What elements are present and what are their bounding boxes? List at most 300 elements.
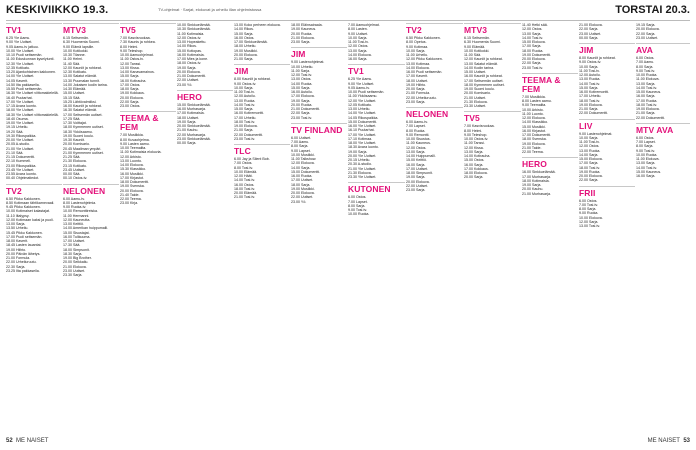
program-entry: 10.00 Sarja. bbox=[234, 85, 254, 90]
program-entry: 18.30 Yle Uutiset viittomakielellä. bbox=[6, 112, 59, 117]
program-entry: 14.00 Elokuva. bbox=[406, 65, 430, 70]
program-entry: 6.25 Yle Aamu. bbox=[6, 36, 31, 40]
program-entry: 6.00 Aamu-tv. bbox=[63, 196, 85, 201]
program-entry: 15.00 Ostos. bbox=[464, 158, 485, 163]
program-entry: 10.00 Ostos-tv. bbox=[464, 137, 489, 141]
channel-name: AVA bbox=[636, 45, 653, 55]
channel-header bbox=[464, 111, 521, 123]
channel-block bbox=[579, 186, 635, 229]
program-entry: 7.00 Tosi-tv. bbox=[579, 202, 599, 207]
program-entry: 13.00 Hopeakettu. bbox=[177, 40, 207, 44]
channel-name: TV1 bbox=[6, 25, 22, 35]
program-entry: 10.00 Sarja. bbox=[348, 35, 368, 40]
program-entry: 16.00 Kotirauha. bbox=[120, 78, 147, 83]
program-entry: 19.20 Sää. bbox=[6, 129, 24, 134]
program-entry: 15.45 Pikku Kakkonen. bbox=[6, 230, 43, 235]
program-entry: 12.00 Tosi-tv. bbox=[291, 73, 313, 77]
program-entry: 22.00 Sarja. bbox=[579, 27, 599, 32]
program-entry: 14.00 Tosi-tv. bbox=[522, 35, 544, 40]
program-entry: 12.00 Ostos. bbox=[579, 144, 600, 149]
program-entry: 11.00 Kauneus. bbox=[406, 141, 431, 146]
program-entry: 14.00 Kanavamainos. bbox=[120, 70, 155, 74]
program-entry: 17.00 Kaverit. bbox=[406, 74, 429, 79]
program-entry: 13.00 Tosi-tv. bbox=[579, 224, 601, 228]
program-entry: 12.00 Tanssi. bbox=[120, 61, 142, 66]
program-entry: 8.00 Lastenohjelmia. bbox=[63, 200, 97, 205]
program-entry: 23.30 Yle Uutiset. bbox=[348, 175, 377, 179]
program-entry: 20.00 Ruoka. bbox=[291, 31, 313, 36]
program-entry: 15.00 Sinkkuelämää. bbox=[177, 102, 211, 107]
program-entry: 17.00 Kokkaus. bbox=[464, 166, 489, 171]
program-entry: 16.30 Yle Uutiset viittomakielellä. bbox=[6, 91, 59, 96]
program-entry: 11.00 Eduskunnan kyselytunti. bbox=[6, 57, 55, 62]
program-entry: 19.00 Svenska. bbox=[120, 184, 145, 189]
program-entry: 10.00 Ruoka. bbox=[348, 212, 370, 217]
program-entry: 13.30 Puumalan tunnit. bbox=[63, 78, 100, 83]
program-entry: 22.00 Urheiluruutu. bbox=[406, 95, 437, 100]
program-entry: 14.05 Rikospaikka. bbox=[348, 115, 379, 120]
program-entry: 19.00 Ruoka. bbox=[579, 169, 601, 174]
program-entry: 23.45 Yle Uutiset. bbox=[6, 167, 35, 172]
program-entry: 22.00 Sarja. bbox=[120, 99, 140, 104]
program-entry: 21.10 Sää. bbox=[6, 150, 24, 155]
program-entry: 10.00 Sarja. bbox=[406, 48, 426, 53]
program-entry: 14.00 Klassikko. bbox=[522, 120, 549, 125]
program-entry: 22.00 Sarja. bbox=[522, 61, 542, 66]
page-number-left: 52 bbox=[6, 438, 13, 444]
program-entry: 10.00 Yle Uutiset. bbox=[6, 48, 35, 53]
program-entry: 21.00 Taide. bbox=[522, 145, 542, 150]
program-entry: 14.00 Huippumalli. bbox=[406, 154, 436, 158]
program-entry: 12.00 Kotimaan kaksi ja puoli. bbox=[6, 217, 54, 222]
program-entry: 7.00 Aamu. bbox=[291, 140, 310, 144]
program-entry: 17.00 Kotimaisia. bbox=[177, 111, 205, 116]
program-entry: 11.00 Helmi. bbox=[63, 57, 83, 62]
program-entry: 8.00 Lasten aamu. bbox=[522, 99, 552, 103]
program-entry: 15.15 Sää. bbox=[63, 95, 81, 100]
program-entry: 11.00 Talkshow. bbox=[291, 157, 317, 161]
program-entry: 21.15 Dokumentti. bbox=[6, 155, 36, 159]
program-entry: 6.00 Uutiset. bbox=[291, 135, 312, 140]
program-entry: 12.00 Ostos. bbox=[348, 44, 369, 49]
program-entry: 9.00 Lasten aamu. bbox=[120, 141, 150, 146]
program-entry: 6.30 Huomenta Suomi. bbox=[63, 40, 100, 45]
program-entry: 7.00 Kasvisruokaa. bbox=[120, 36, 151, 40]
program-entry: 21.00 Formula. bbox=[406, 91, 431, 96]
program-entry: 13.00 Sarja. bbox=[522, 31, 542, 36]
page-title-right: TORSTAI 20.3. bbox=[615, 4, 690, 16]
program-entry: 19.00 Elokuva. bbox=[579, 102, 603, 107]
program-entry: 8.00 Sarja. bbox=[636, 144, 654, 149]
program-entry: 19.15 Sarja. bbox=[636, 23, 656, 27]
program-entry: 15.00 Uutiset. bbox=[464, 70, 487, 74]
program-entry: 18.00 Sarja. bbox=[120, 87, 140, 91]
program-entry: 14.50 Ilta pakkasella. bbox=[6, 82, 40, 87]
program-entry: 15.00 Kauneus. bbox=[636, 169, 662, 174]
program-entry: 11.00 Kotimaisia elokuvia. bbox=[120, 150, 162, 155]
program-entry: 12.00 Elokuva. bbox=[291, 161, 315, 166]
channel-header bbox=[406, 107, 463, 119]
program-entry: 18.00 Tosi-tv. bbox=[636, 102, 658, 107]
program-entry: 18.00 Dokumentti. bbox=[120, 180, 150, 184]
program-entry: 9.00 Uutiset. bbox=[348, 31, 369, 36]
program-entry: 10.00 Kotikokki. bbox=[63, 48, 89, 53]
listing-column-2 bbox=[63, 23, 119, 435]
program-entry: 13.20 Ajankohtainen kakkonen. bbox=[6, 70, 56, 74]
channel-header bbox=[348, 182, 405, 194]
program-entry: 18.00 Kaverit. bbox=[6, 239, 29, 243]
program-entry: 9.05 Aamu-tv. bbox=[348, 85, 370, 90]
page-subtitle: TV-ohjelmat · Sarjat, elokuvat ja urheilu illan ohjelmistossa bbox=[158, 7, 262, 12]
program-entry: 20.00 Seikkailu. bbox=[63, 260, 89, 265]
program-entry: 10.00 Remonttireiska. bbox=[63, 209, 98, 214]
program-entry: 12.00 Autoilu. bbox=[579, 73, 601, 77]
program-entry: 11.00 Tosi-tv. bbox=[348, 40, 369, 44]
program-entry: 20.00 Elokuva. bbox=[406, 179, 430, 184]
program-entry: 19.00 Sarja. bbox=[291, 98, 311, 103]
program-entry: 18.00 Tosi-tv. bbox=[579, 98, 601, 103]
channel-name: TEEMA & FEM bbox=[522, 74, 561, 94]
program-entry: 13.00 Ruoka. bbox=[579, 77, 601, 82]
program-entry: 13.00 Ruoka. bbox=[579, 148, 601, 153]
page-title-left: KESKIVIIKKO 19.3. bbox=[6, 4, 109, 16]
program-entry: 11.00 Tosi-tv. bbox=[579, 68, 600, 73]
program-entry: 22.00 Uutiset. bbox=[291, 195, 314, 200]
channel-header bbox=[522, 73, 578, 94]
program-entry: 8.00 Sarja. bbox=[579, 207, 597, 211]
program-entry: 19.00 Suomi koulu. bbox=[464, 87, 495, 91]
listing-column-5 bbox=[234, 23, 290, 435]
program-entry: 21.00 Dokumentti. bbox=[291, 107, 321, 111]
program-entry: 13.00 Keittiö. bbox=[63, 222, 84, 226]
program-entry: 8.00 Kuvaohjelma. bbox=[120, 137, 150, 142]
program-entry: 21.00 Sarja. bbox=[234, 128, 254, 133]
footer-left bbox=[6, 438, 48, 444]
channel-header bbox=[120, 23, 176, 35]
program-entry: 15.25 Lähtövalmiiksi. bbox=[63, 99, 97, 104]
program-entry: 17.00 Ruoka. bbox=[636, 98, 658, 103]
channel-name: MTV AVA bbox=[636, 124, 674, 135]
program-entry: 23.00 Tosi-tv. bbox=[291, 115, 313, 120]
program-entry: 19.00 Kauneus. bbox=[291, 27, 317, 32]
program-entry: 8.00 Ruoka. bbox=[406, 128, 426, 133]
program-entry: 15.00 Sarja. bbox=[234, 31, 254, 36]
channel-header bbox=[406, 23, 463, 35]
program-entry: 17.00 Seitsemän uutiset. bbox=[464, 78, 504, 83]
program-entry: 6.15 Seitsemän. bbox=[63, 36, 89, 40]
program-entry: 21.00 Uutiset. bbox=[464, 95, 487, 100]
channel-header bbox=[579, 119, 635, 131]
program-entry: 20.00 Elokuva. bbox=[291, 191, 315, 195]
program-entry: 19.00 Yle Uutiset. bbox=[6, 121, 35, 125]
channel-name: TV FINLAND bbox=[291, 124, 343, 135]
program-entry: 10.30 Tilanne. bbox=[63, 53, 86, 57]
listing-column-3 bbox=[120, 23, 176, 435]
program-entry: 18.00 Svenska. bbox=[522, 137, 547, 142]
program-entry: 10.00 Arkisto. bbox=[522, 107, 544, 112]
listing-column-1 bbox=[6, 23, 62, 435]
program-entry: 7.00 Kasvisruokaa. bbox=[464, 124, 495, 129]
program-entry: 13.00 Sarja. bbox=[464, 149, 484, 154]
program-entry: 20.00 Komisario. bbox=[464, 91, 491, 96]
program-entry: 18.00 Tosi-tv. bbox=[579, 165, 601, 170]
program-entry: 20.00 Elokuva. bbox=[234, 52, 258, 57]
program-entry: 21.00 Sarja. bbox=[636, 111, 656, 116]
program-entry: 10.30 Sinkkuelämää. bbox=[177, 27, 211, 32]
channel-block bbox=[63, 23, 119, 181]
channel-header bbox=[579, 186, 635, 198]
program-entry: 21.25 Sää. bbox=[63, 155, 81, 159]
channel-name: NELONEN bbox=[63, 185, 106, 196]
program-entry: 14.00 Tosi-tv. bbox=[579, 81, 601, 86]
program-entry: 6.00 Jay ja Silent Bob. bbox=[234, 157, 270, 161]
program-entry: 8.00 Helmi. bbox=[464, 128, 483, 133]
program-entry: 10.00 Ruoka. bbox=[636, 152, 658, 157]
program-entry: 6.50 Pikku Kakkonen. bbox=[406, 36, 441, 40]
program-entry: 9.00 Lapset. bbox=[291, 148, 311, 153]
program-entry: 20.00 Elokuva. bbox=[636, 27, 660, 32]
program-entry: 20.00 Elokuva. bbox=[120, 95, 144, 100]
program-entry: 15.00 Sisustajat. bbox=[63, 230, 90, 235]
program-entry: 23.00 Rikospaikka. bbox=[6, 163, 37, 168]
program-entry: 14.00 Yle Uutiset. bbox=[6, 74, 35, 79]
program-entry: 14.00 Ruoka. bbox=[291, 81, 313, 86]
program-entry: 14.00 Amerikan huippumalli. bbox=[63, 226, 109, 231]
program-entry: 9.00 Ostos-tv. bbox=[579, 60, 602, 65]
program-entry: 00.00 Sää. bbox=[63, 172, 81, 176]
program-entry: 12.00 Häät. bbox=[234, 174, 253, 178]
program-entry: 11.40 Hetki sää. bbox=[522, 23, 548, 27]
channel-name: TV5 bbox=[120, 25, 136, 35]
program-entry: 12.00 Kauniit ja rohkeat. bbox=[464, 57, 503, 62]
program-entry: 21.30 Elokuva. bbox=[63, 159, 87, 164]
page-number-right: 53 bbox=[683, 438, 690, 444]
program-entry: 9.00 Teleshop. bbox=[120, 48, 144, 53]
program-entry: 19.00 Elokuva. bbox=[636, 107, 660, 111]
program-entry: 23.00 Yö. bbox=[291, 199, 307, 204]
channel-block bbox=[348, 23, 405, 61]
program-entry: 16.00 Ruoka. bbox=[291, 174, 313, 178]
channel-block bbox=[291, 47, 347, 120]
program-entry: 20.00 Elokuva. bbox=[177, 69, 201, 74]
program-entry: 16.00 Autoilu. bbox=[291, 90, 313, 94]
program-entry: 16.00 Kauniit ja rohkeat. bbox=[464, 74, 503, 79]
channel-name: MTV3 bbox=[63, 25, 87, 35]
program-entry: 14.00 Elokuva. bbox=[120, 163, 144, 167]
program-entry: 21.00 Murhasarja. bbox=[522, 191, 551, 196]
program-entry: 19.00 Musiikki. bbox=[291, 186, 315, 191]
program-entry: 17.00 Mies ja kone. bbox=[177, 57, 209, 61]
program-entry: 13.00 Kotimaa. bbox=[406, 61, 431, 66]
channel-block bbox=[406, 107, 463, 192]
program-entry: 14.00 Rikos. bbox=[234, 27, 254, 32]
program-entry: 15.00 Musiikki. bbox=[522, 124, 546, 129]
program-entry: 10.00 Musiikki. bbox=[291, 152, 315, 157]
program-entry: 10.00 Elämää. bbox=[234, 169, 258, 174]
program-entry: 11.00 Urheilu. bbox=[406, 53, 429, 57]
program-entry: 19.00 Sarja. bbox=[177, 119, 197, 124]
program-entry: 10.00 Ruoka. bbox=[636, 73, 658, 77]
program-entry: 15.00 Sarja. bbox=[291, 85, 311, 90]
program-entry: 22.00 Dokumentti. bbox=[234, 132, 264, 137]
program-entry: 9.45 Pikku Kakkonen. bbox=[6, 205, 41, 209]
channel-block bbox=[177, 23, 233, 87]
channel-block bbox=[579, 43, 635, 116]
program-entry: 19.00 Sarja. bbox=[348, 149, 368, 154]
program-entry: 16.00 Kotiremontti. bbox=[234, 111, 265, 116]
program-entry: 12.00 Yle Uutiset. bbox=[348, 98, 377, 103]
program-entry: 21.40 Taide. bbox=[120, 192, 140, 197]
channel-header bbox=[234, 144, 290, 156]
program-entry: 14.00 Tosi-tv. bbox=[234, 178, 256, 183]
program-entry: 18.00 Uutiset. bbox=[406, 78, 429, 83]
program-entry: 18.00 Elokuva. bbox=[464, 171, 488, 175]
channel-header bbox=[291, 123, 347, 135]
program-entry: 18.00 Tosi-tv. bbox=[234, 186, 256, 191]
program-entry: 9.00 Ruoka. bbox=[579, 211, 599, 216]
program-entry: 19.00 Big Brother. bbox=[63, 256, 92, 260]
program-entry: 21.00 Yle Uutiset. bbox=[6, 146, 35, 151]
program-entry: 13.00 Koko perheen elokuva. bbox=[234, 23, 281, 27]
program-entry: 14.30 Elämää. bbox=[63, 87, 87, 91]
channel-name: JIM bbox=[579, 45, 594, 55]
program-entry: 14.00 Tosi-tv. bbox=[234, 102, 256, 107]
program-entry: 14.00 Jokaisen kodin tarina. bbox=[63, 82, 108, 87]
program-entry: 6.00 Ostos. bbox=[636, 135, 655, 140]
program-entry: 8.00 Sarja. bbox=[636, 64, 654, 69]
program-entry: 22.00 Sarja. bbox=[579, 178, 599, 183]
channel-name: MTV3 bbox=[464, 25, 488, 35]
program-entry: 12.00 Kissa. bbox=[464, 145, 484, 150]
program-entry: 16.00 Sarja. bbox=[348, 57, 368, 61]
program-entry: 7.00 Lapset. bbox=[406, 124, 426, 129]
listing-column-6 bbox=[291, 23, 347, 435]
program-entry: 19.00 Dokumentti. bbox=[522, 52, 552, 57]
program-entry: 22.00 Uutiset. bbox=[406, 183, 429, 188]
program-entry: 12.00 Ostos. bbox=[406, 145, 427, 150]
program-entry: 11.40 Sää. bbox=[63, 61, 81, 66]
program-entry: 16.00 Sarja. bbox=[636, 94, 656, 99]
program-entry: 20.45 Maailman ympäri. bbox=[63, 146, 102, 151]
channel-block bbox=[120, 23, 176, 108]
program-entry: 7.00 Aamu. bbox=[636, 60, 655, 65]
program-entry: 20.00 Päivän lähetys. bbox=[6, 251, 41, 256]
program-entry: 9.00 Teleshop. bbox=[464, 132, 488, 137]
program-entry: 22.00 Urheiluruutu. bbox=[6, 260, 37, 265]
magazine-name-left: ME NAISET bbox=[16, 438, 49, 444]
program-entry: 20.00 Sarja. bbox=[464, 175, 484, 180]
program-entry: 13.00 Ruoka. bbox=[234, 98, 256, 103]
program-entry: 00.00 Sarja. bbox=[579, 35, 599, 40]
program-entry: 19.15 Urheilu. bbox=[6, 125, 29, 130]
channel-block bbox=[522, 157, 578, 196]
program-entry: 11.00 Sarja. bbox=[291, 68, 311, 73]
program-entry: 15.00 Sarja. bbox=[120, 74, 140, 79]
program-entry: 10.00 Sinkkuelämää. bbox=[177, 23, 211, 27]
program-entry: 14.00 Elokuva. bbox=[348, 52, 372, 57]
program-entry: 17.00 Kirjastot. bbox=[120, 175, 144, 180]
channel-header bbox=[234, 64, 290, 76]
program-entry: 9.00 Ostos-tv. bbox=[234, 81, 257, 86]
program-entry: 17.00 Dokumentti. bbox=[522, 133, 552, 137]
program-entry: 19.00 Suomi koulu. bbox=[63, 133, 94, 138]
program-entry: 9.00 Kotimaa. bbox=[406, 44, 429, 49]
channel-header bbox=[522, 157, 578, 169]
channel-block bbox=[348, 182, 405, 216]
program-entry: 14.00 Kotirauha. bbox=[464, 154, 491, 158]
program-entry: 23.00 Uutiset. bbox=[636, 35, 659, 40]
listing-column-7 bbox=[348, 23, 405, 435]
program-entry: 12.00 Kauneutta. bbox=[63, 217, 91, 222]
channel-block bbox=[234, 23, 290, 61]
program-entry: 17.00 Uutiset. bbox=[63, 239, 86, 243]
program-entry: 12.00 Arkisto. bbox=[120, 154, 142, 159]
program-entry: 20.00 Elokuva. bbox=[522, 57, 546, 61]
program-entry: 14.00 Sarja. bbox=[291, 165, 311, 170]
program-entry: 16.40 Puutarhat. bbox=[6, 95, 33, 100]
program-entry: 19.00 Sarja. bbox=[406, 175, 426, 180]
program-entry: 12.35 Kotikatu. bbox=[6, 65, 30, 70]
program-entry: 11.00 Hermanni. bbox=[63, 213, 90, 218]
program-entry: 11.00 Tosi-tv. bbox=[234, 90, 255, 94]
program-entry: 16.00 Kotimaisia. bbox=[177, 52, 205, 57]
channel-header bbox=[63, 23, 119, 35]
program-entry: 11.00 Kotimaisia. bbox=[177, 31, 205, 36]
program-entry: 9.00 Tosi-tv. bbox=[636, 68, 656, 73]
program-entry: 15.00 Dokumentti. bbox=[348, 119, 378, 124]
program-entry: 18.00 Kotimaisia. bbox=[522, 178, 550, 183]
program-entry: 18.00 Simpsonit. bbox=[63, 247, 90, 252]
program-entry: 16.00 Kauniit ja rohkeat. bbox=[63, 104, 102, 108]
program-entry: 16.00 Musiikki. bbox=[120, 171, 144, 176]
program-entry: 23.00 Uutiset. bbox=[579, 31, 602, 36]
program-entry: 15.00 Keittiö. bbox=[406, 158, 427, 163]
channel-block bbox=[291, 23, 347, 44]
program-entry: 20.00 Sarja. bbox=[406, 87, 426, 91]
program-entry: 22.00 Sarja. bbox=[291, 111, 311, 116]
program-entry: 11.00 Sää. bbox=[464, 53, 482, 57]
program-entry: 15.00 Dokumentti. bbox=[291, 169, 321, 174]
program-entry: 12.30 Kotikatu. bbox=[63, 70, 87, 74]
program-entry: 9.00 Teemailta. bbox=[522, 103, 547, 108]
listing-column-8 bbox=[406, 23, 463, 435]
channel-name: JIM bbox=[291, 49, 306, 60]
program-entry: 20.30 A-studio. bbox=[348, 162, 372, 167]
program-entry: 17.00 Seitsemän uutiset. bbox=[63, 112, 103, 117]
program-entry: 14.05 Kaverit. bbox=[6, 78, 29, 83]
program-entry: 18.00 Ruoka. bbox=[522, 48, 544, 53]
program-entry: 12.00 Pikku Kakkonen. bbox=[406, 57, 443, 62]
program-entry: 9.00 Remontti. bbox=[406, 132, 430, 137]
program-entry: 18.40 Osuma. bbox=[6, 116, 29, 121]
program-entry: 21.00 Sarja. bbox=[579, 107, 599, 111]
program-entry: 19.00 Musiikki. bbox=[234, 48, 258, 53]
program-entry: 16.30 Salatut elämät. bbox=[63, 108, 97, 113]
program-entry: 21.00 Formula. bbox=[6, 256, 31, 260]
program-entry: 12.00 Sarja. bbox=[579, 219, 599, 224]
program-entry: 10.00 Sarja. bbox=[579, 135, 599, 140]
program-entry: 18.00 Urheilu. bbox=[234, 44, 257, 49]
program-entry: 17.00 Elokuva. bbox=[291, 94, 315, 99]
program-entry: 18.00 Kymmenen uutiset. bbox=[464, 82, 505, 87]
program-entry: 16.00 Ostos. bbox=[234, 182, 255, 187]
program-entry: 18.00 Yle Uutiset. bbox=[6, 108, 35, 113]
program-entry: 21.00 Elokuva. bbox=[291, 35, 315, 40]
header-divider bbox=[6, 20, 690, 21]
program-entry: 11.00 Luonto. bbox=[522, 111, 544, 116]
program-entry: 14.00 Yle Uutiset. bbox=[348, 111, 377, 116]
program-entry: 8.00 Helmi. bbox=[120, 44, 139, 49]
